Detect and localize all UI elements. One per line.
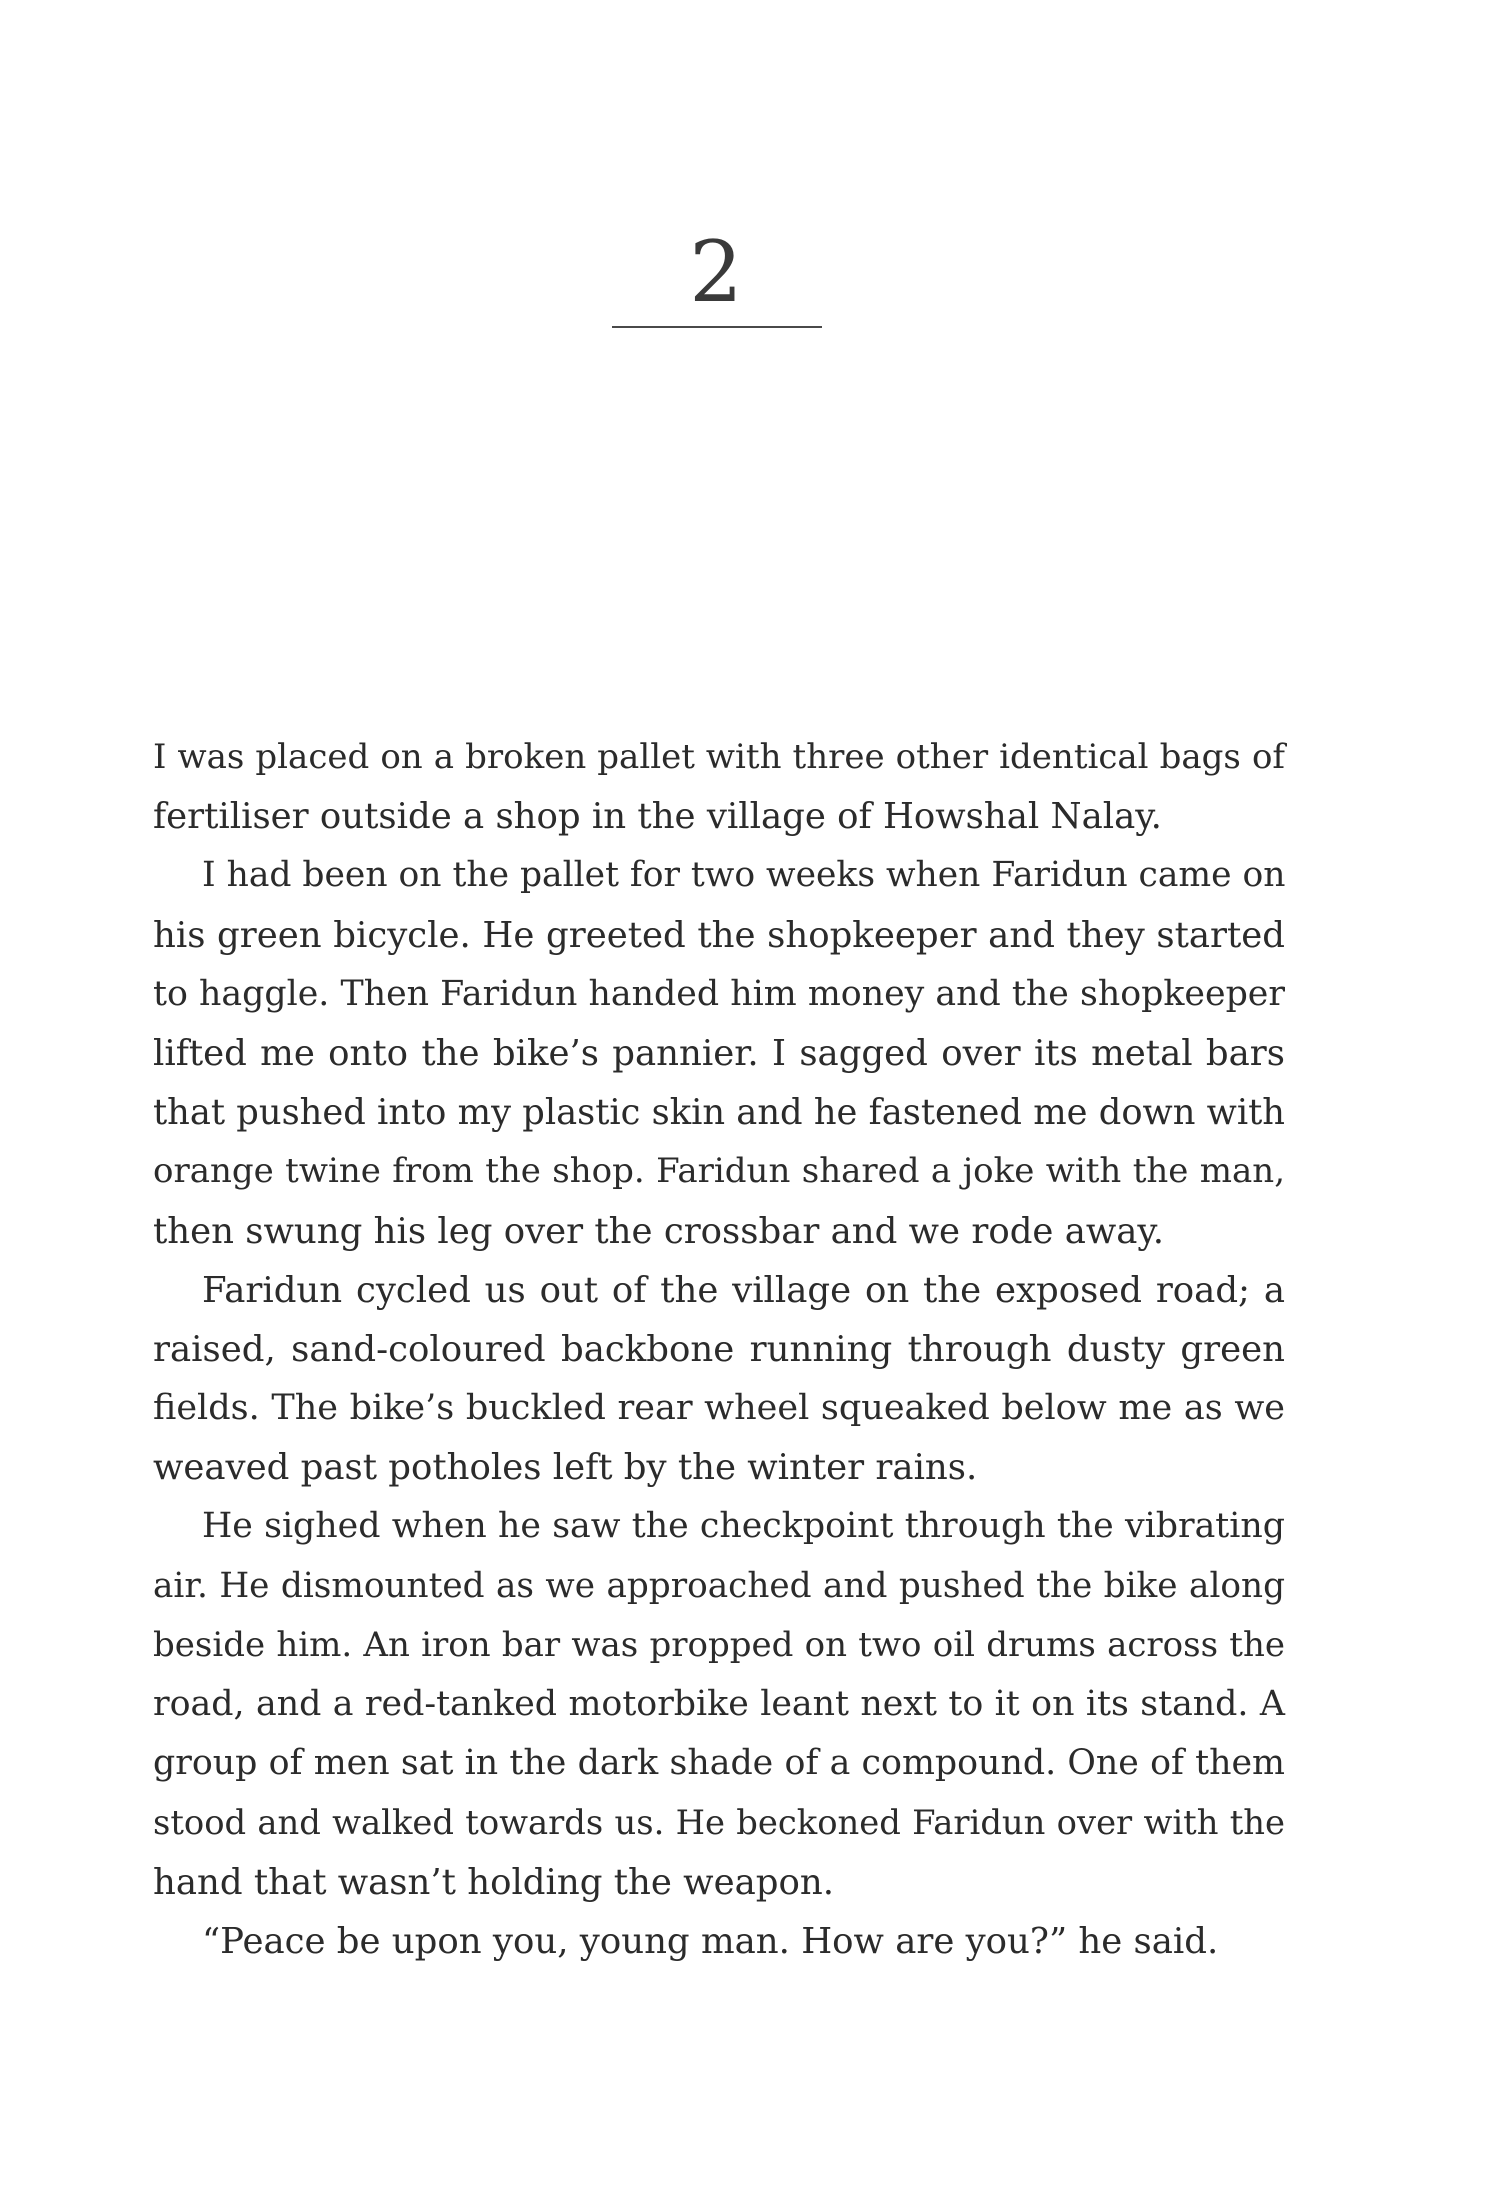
text-line: fertiliser outside a shop in the village of Howshal Nalay. [153,796,1162,838]
chapter-divider [612,326,822,328]
text-line: I was placed on a broken pallet with three other identical bags of [153,737,1285,777]
text-line: lifted me onto the bike’s pannier. I sagged over its metal bars [153,1032,1285,1074]
text-line: raised, sand-coloured backbone running through dusty green [153,1328,1285,1370]
text-line: that pushed into my plastic skin and he fastened me down with [153,1092,1285,1134]
text-line: beside him. An iron bar was propped on two oil drums across the [153,1624,1285,1665]
text-line: Faridun cycled us out of the village on the exposed road; a [202,1269,1285,1311]
text-line: to haggle. Then Faridun handed him money and the shopkeeper [153,973,1285,1014]
text-line: “Peace be upon you, young man. How are you?” he said. [202,1920,1219,1962]
text-line: hand that wasn’t holding the weapon. [153,1861,834,1903]
text-line: fields. The bike’s buckled rear wheel squeaked below me as we [153,1388,1285,1429]
text-line: then swung his leg over the crossbar and we rode away. [153,1210,1165,1252]
text-line: He sighed when he saw the checkpoint through the vibrating [202,1506,1285,1547]
text-line: I had been on the pallet for two weeks when Faridun came on [202,855,1286,896]
text-line: air. He dismounted as we approached and pushed the bike along [153,1565,1285,1606]
text-line: stood and walked towards us. He beckoned Faridun over with the [153,1803,1285,1843]
text-line: weaved past potholes left by the winter rains. [153,1447,978,1489]
text-line: orange twine from the shop. Faridun shared a joke with the man, [153,1151,1285,1192]
body-text [153,728,1285,1971]
chapter-number: 2 [689,223,743,321]
text-line: his green bicycle. He greeted the shopkeeper and they started [153,914,1285,956]
text-line: group of men sat in the dark shade of a compound. One of them [153,1743,1285,1784]
text-line: road, and a red-tanked motorbike leant next to it on its stand. A [153,1684,1285,1724]
